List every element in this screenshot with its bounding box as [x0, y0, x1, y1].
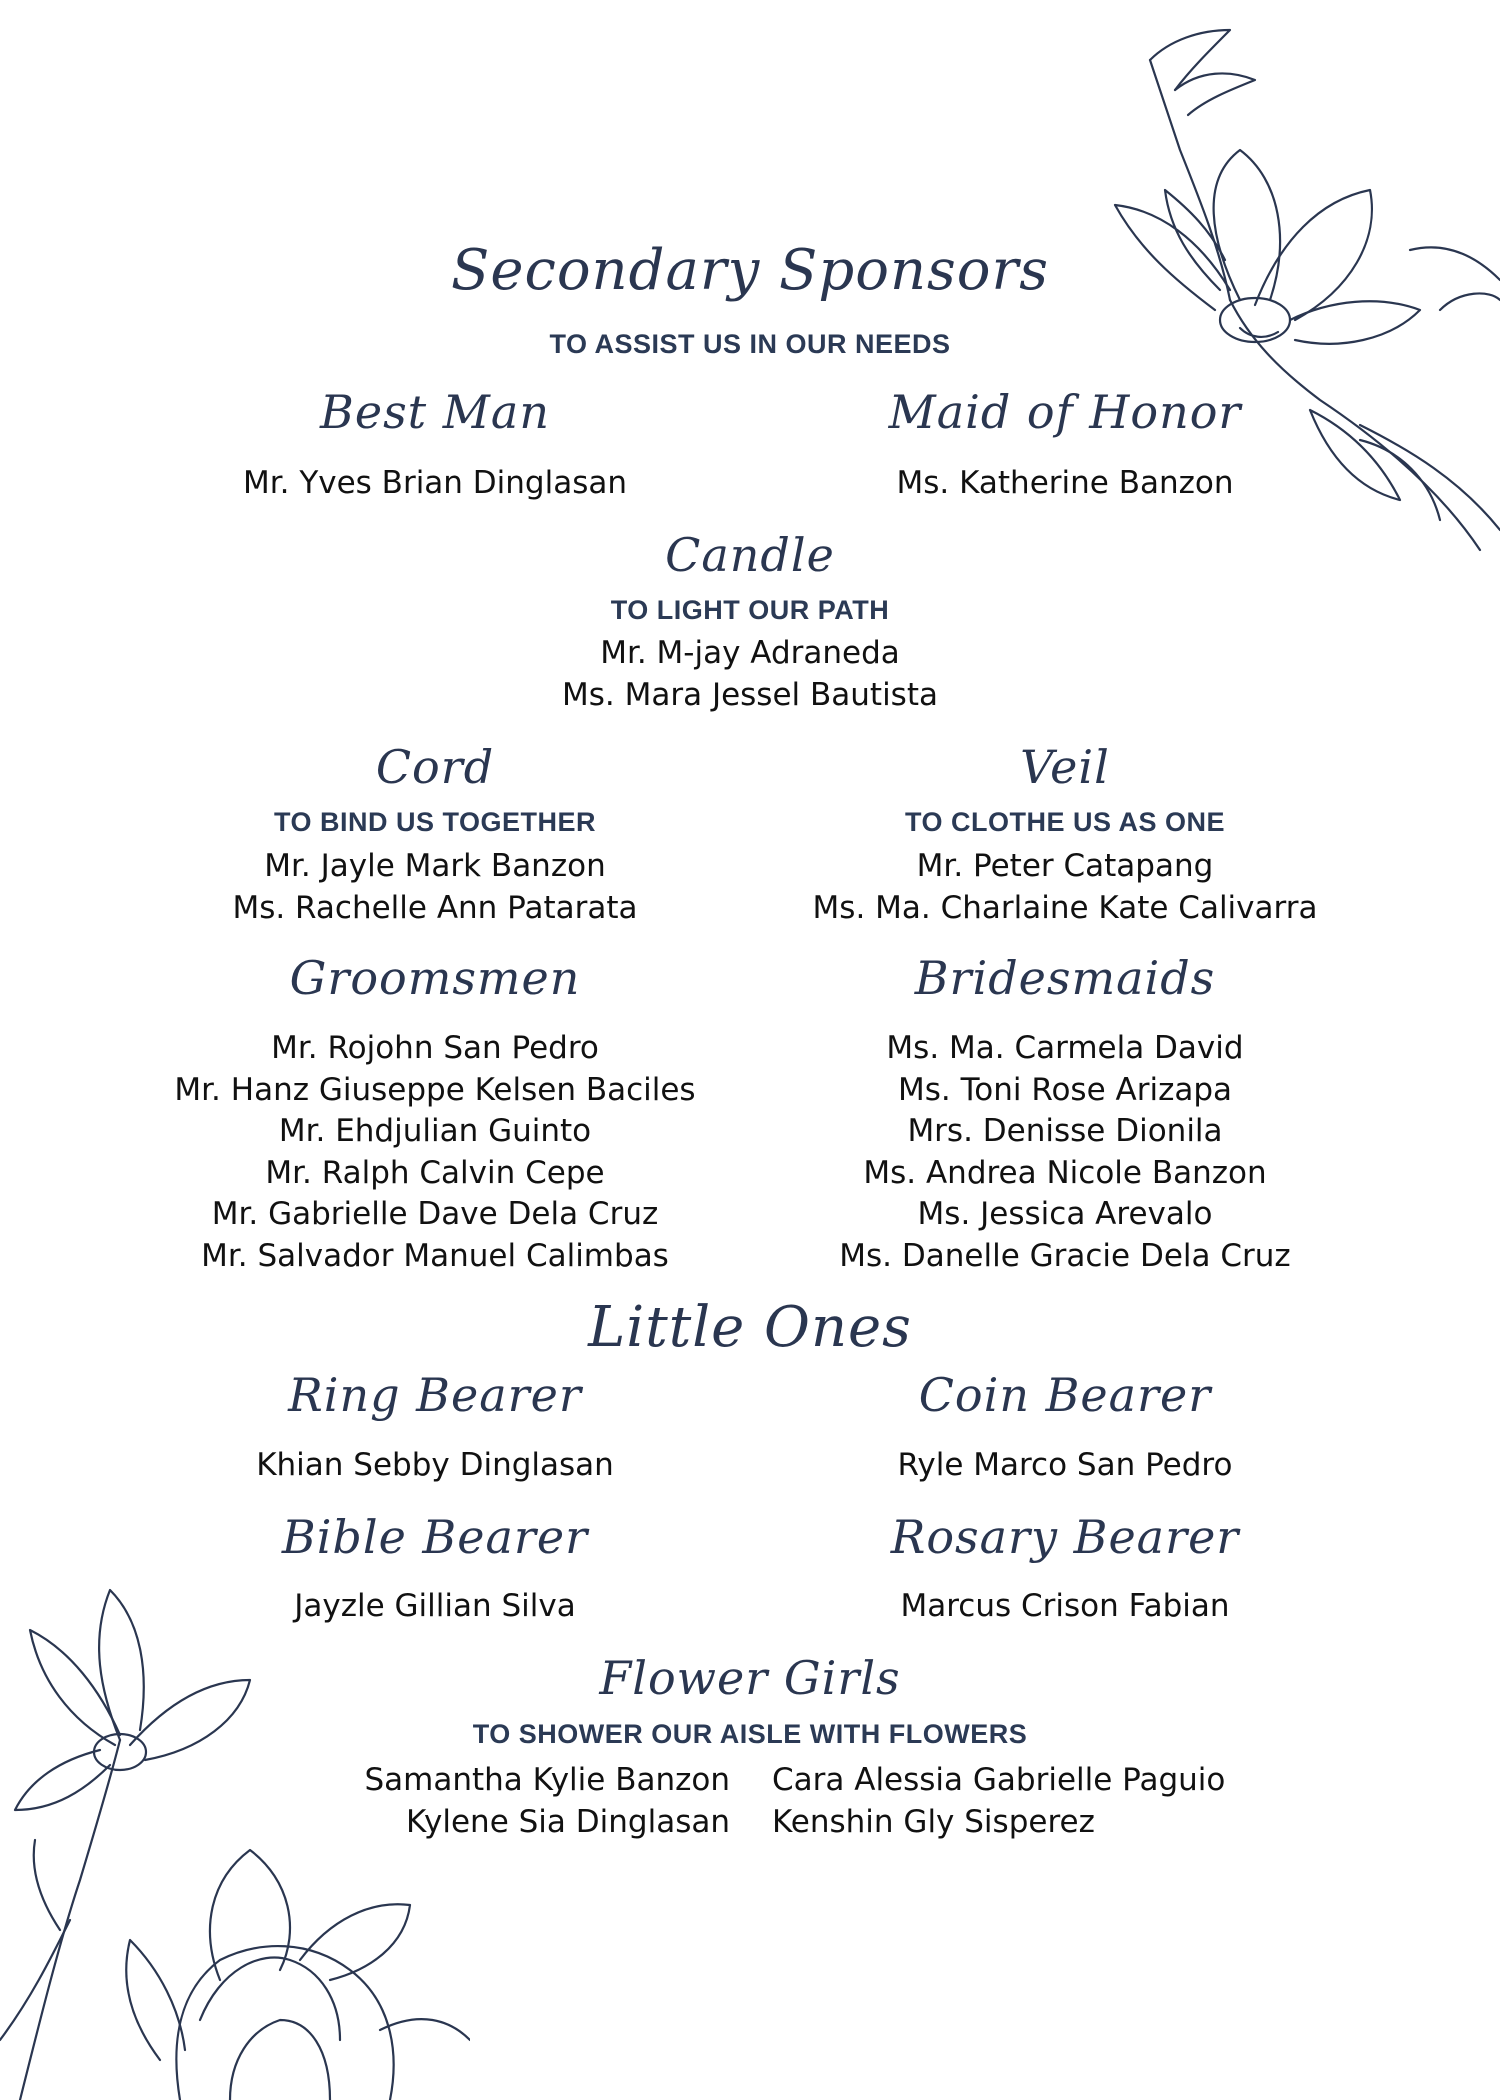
veil-names [765, 846, 1365, 929]
list-item: Mr. M-jay Adraneda [600, 635, 900, 671]
bridesmaids-names [765, 1028, 1365, 1277]
list-item: Mr. Rojohn San Pedro [271, 1030, 599, 1066]
maid-of-honor-names [765, 463, 1365, 505]
flower-girls-heading: Flower Girls [599, 1651, 901, 1705]
bible-bearer-heading: Bible Bearer [281, 1510, 589, 1564]
coin-bearer-heading: Coin Bearer [918, 1368, 1212, 1422]
best-man-names [135, 463, 735, 505]
flower-girls-left-names [230, 1760, 730, 1843]
list-item: Ms. Katherine Banzon [896, 465, 1234, 501]
page-subtitle: TO ASSIST US IN OUR NEEDS [549, 329, 951, 359]
little-ones-heading: Little Ones [588, 1295, 912, 1360]
candle-subtitle: TO LIGHT OUR PATH [610, 595, 890, 625]
list-item: Mr. Ralph Calvin Cepe [265, 1154, 605, 1191]
list-item: Ryle Marco San Pedro [897, 1447, 1233, 1483]
list-item: Ms. Danelle Gracie Dela Cruz [839, 1237, 1291, 1274]
candle-heading: Candle [665, 528, 835, 582]
list-item: Ms. Ma. Carmela David [886, 1030, 1244, 1066]
groomsmen-heading: Groomsmen [289, 951, 581, 1005]
list-item: Mr. Peter Catapang [916, 848, 1214, 884]
list-item: Mr. Hanz Giuseppe Kelsen Baciles [174, 1071, 696, 1108]
list-item: Mr. Ehdjulian Guinto [278, 1113, 592, 1149]
list-item: Kylene Sia Dinglasan [405, 1803, 730, 1840]
ring-bearer-names [135, 1445, 735, 1487]
groomsmen-names [135, 1028, 735, 1277]
rosary-bearer-heading: Rosary Bearer [890, 1510, 1240, 1564]
best-man-heading: Best Man [320, 385, 550, 439]
list-item: Ms. Andrea Nicole Banzon [863, 1154, 1267, 1191]
cord-heading: Cord [375, 740, 495, 794]
list-item: Ms. Mara Jessel Bautista [562, 676, 938, 713]
list-item: Kenshin Gly Sisperez [772, 1803, 1095, 1840]
cord-names [135, 846, 735, 929]
list-item: Mr. Gabrielle Dave Dela Cruz [211, 1196, 659, 1232]
list-item: Marcus Crison Fabian [900, 1588, 1230, 1624]
list-item: Khian Sebby Dinglasan [256, 1447, 614, 1483]
list-item: Ms. Rachelle Ann Patarata [232, 889, 638, 926]
list-item: Mrs. Denisse Dionila [907, 1113, 1223, 1149]
list-item: Ms. Toni Rose Arizapa [897, 1071, 1233, 1108]
list-item: Cara Alessia Gabrielle Paguio [772, 1762, 1226, 1798]
ring-bearer-heading: Ring Bearer [288, 1368, 582, 1422]
list-item: Ms. Jessica Arevalo [917, 1196, 1213, 1232]
list-item: Mr. Yves Brian Dinglasan [242, 465, 628, 501]
maid-of-honor-heading: Maid of Honor [888, 385, 1242, 439]
bridesmaids-heading: Bridesmaids [914, 951, 1216, 1005]
list-item: Ms. Ma. Charlaine Kate Calivarra [812, 889, 1318, 926]
page-title: Secondary Sponsors [450, 238, 1050, 303]
rosary-bearer-names [765, 1586, 1365, 1628]
list-item: Mr. Salvador Manuel Calimbas [201, 1237, 669, 1274]
coin-bearer-names [765, 1445, 1365, 1487]
veil-subtitle: TO CLOTHE US AS ONE [904, 807, 1226, 837]
veil-heading: Veil [1020, 740, 1110, 794]
cord-subtitle: TO BIND US TOGETHER [273, 807, 597, 837]
list-item: Jayzle Gillian Silva [294, 1588, 576, 1624]
flower-girls-subtitle: TO SHOWER OUR AISLE WITH FLOWERS [472, 1719, 1028, 1749]
bible-bearer-names [135, 1586, 735, 1628]
list-item: Samantha Kylie Banzon [364, 1762, 730, 1798]
flower-girls-right-names [772, 1760, 1332, 1843]
candle-names [300, 633, 1200, 716]
list-item: Mr. Jayle Mark Banzon [264, 848, 606, 884]
